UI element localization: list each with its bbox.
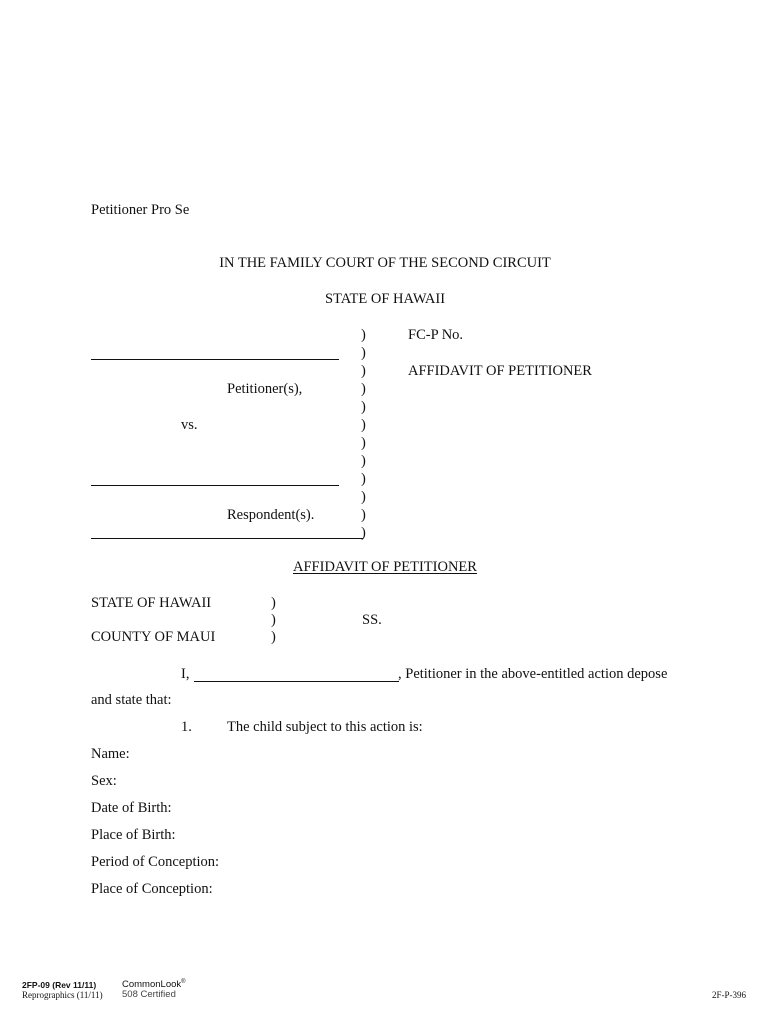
respondent-name-line[interactable]: [91, 485, 339, 486]
caption-paren: ): [361, 327, 366, 343]
caption-paren: ): [361, 417, 366, 433]
field-name-label: Name:: [91, 746, 130, 762]
venue-state: STATE OF HAWAII: [91, 595, 212, 611]
field-period-label: Period of Conception:: [91, 854, 220, 870]
item-1-text: The child subject to this action is:: [227, 719, 423, 735]
footer-form-number: 2FP-09 (Rev 11/11): [22, 980, 97, 990]
vs-label: vs.: [181, 417, 198, 433]
caption-paren: ): [361, 471, 366, 487]
petitioner-pro-se: Petitioner Pro Se: [91, 202, 190, 218]
caption-paren: ): [361, 363, 366, 379]
footer-form-code: 2F-P-396: [712, 990, 747, 1000]
affiant-name-line[interactable]: [194, 681, 399, 682]
venue-paren: ): [271, 595, 276, 611]
caption-paren: ): [361, 453, 366, 469]
caption-paren: ): [361, 435, 366, 451]
intro-i: I,: [181, 666, 190, 682]
caption-paren: ): [361, 345, 366, 361]
footer-reprographics: Reprographics (11/11): [22, 990, 103, 1000]
field-sex-label: Sex:: [91, 773, 117, 789]
caption-paren: ): [361, 525, 366, 541]
item-1-number: 1.: [181, 719, 192, 735]
affidavit-title: AFFIDAVIT OF PETITIONER: [293, 559, 477, 575]
commonlook-certified: 508 Certified: [122, 989, 176, 1000]
field-place-label: Place of Conception:: [91, 881, 213, 897]
caption-paren: ): [361, 399, 366, 415]
petitioners-label: Petitioner(s),: [227, 381, 303, 397]
case-number-label: FC-P No.: [408, 327, 464, 343]
venue-county: COUNTY OF MAUI: [91, 629, 216, 645]
venue-paren: ): [271, 629, 276, 645]
field-pob-label: Place of Birth:: [91, 827, 176, 843]
state-heading: STATE OF HAWAII: [324, 291, 446, 307]
field-dob-label: Date of Birth:: [91, 800, 172, 816]
ss-label: SS.: [362, 612, 382, 628]
caption-paren: ): [361, 381, 366, 397]
commonlook-registered: ®: [181, 979, 186, 985]
petitioner-name-line[interactable]: [91, 359, 339, 360]
caption-doc-title: AFFIDAVIT OF PETITIONER: [408, 363, 592, 379]
court-name: IN THE FAMILY COURT OF THE SECOND CIRCUIT: [219, 255, 551, 271]
caption-bottom-line: [91, 538, 363, 539]
respondents-label: Respondent(s).: [227, 507, 315, 523]
intro-continuation: and state that:: [91, 692, 172, 708]
caption-paren: ): [361, 507, 366, 523]
caption-paren: ): [361, 489, 366, 505]
commonlook-name: CommonLook: [122, 979, 182, 991]
venue-paren: ): [271, 612, 276, 628]
intro-rest: , Petitioner in the above-entitled action depose: [398, 666, 668, 682]
